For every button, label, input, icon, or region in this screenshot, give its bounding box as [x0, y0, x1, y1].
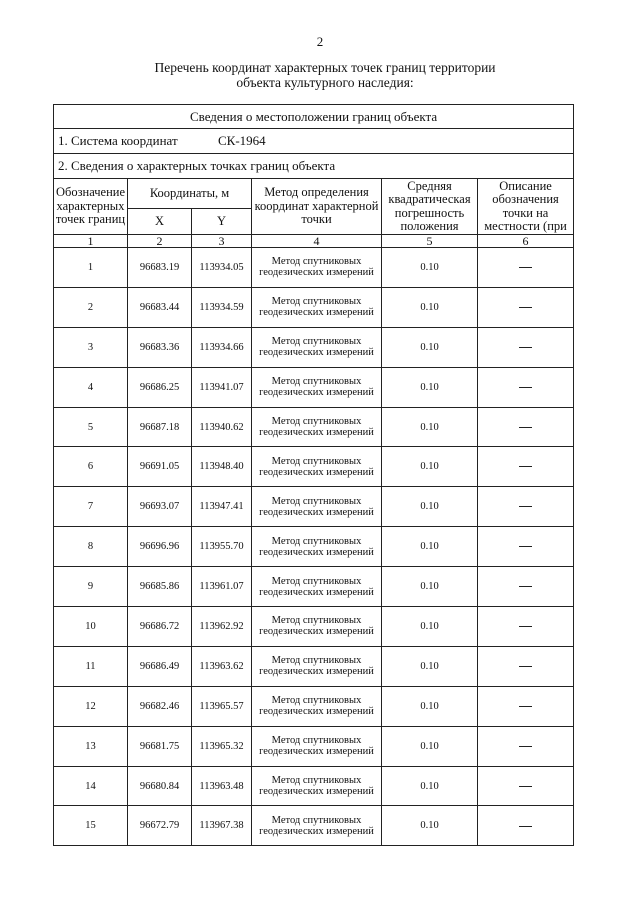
x-coordinate-cell: 96682.46 — [128, 686, 192, 726]
column-numbers-row — [54, 235, 574, 248]
section-header: Сведения о местоположении границ объекта — [54, 105, 574, 129]
x-coordinate-cell: 96672.79 — [128, 806, 192, 846]
description-cell — [478, 447, 574, 487]
method-cell: Метод спутниковых геодезических измерений — [252, 287, 382, 327]
column-number: 6 — [478, 235, 574, 248]
point-number-cell: 12 — [54, 686, 128, 726]
x-coordinate-cell: 96691.05 — [128, 447, 192, 487]
column-number: 2 — [128, 235, 192, 248]
method-cell: Метод спутниковых геодезических измерений — [252, 646, 382, 686]
column-header-designation: Обозначение характерных точек границ — [54, 179, 128, 235]
point-number-cell: 3 — [54, 327, 128, 367]
y-coordinate-cell: 113965.32 — [192, 726, 252, 766]
error-cell: 0.10 — [382, 806, 478, 846]
method-cell: Метод спутниковых геодезических измерений — [252, 686, 382, 726]
y-coordinate-cell: 113941.07 — [192, 367, 252, 407]
x-coordinate-cell: 96683.36 — [128, 327, 192, 367]
x-coordinate-cell: 96683.19 — [128, 248, 192, 288]
column-header-method: Метод определения координат характерной точки — [252, 179, 382, 235]
description-cell — [478, 527, 574, 567]
error-cell: 0.10 — [382, 447, 478, 487]
y-coordinate-cell: 113948.40 — [192, 447, 252, 487]
error-cell: 0.10 — [382, 327, 478, 367]
error-cell: 0.10 — [382, 527, 478, 567]
x-coordinate-cell: 96680.84 — [128, 766, 192, 806]
y-coordinate-cell: 113963.62 — [192, 646, 252, 686]
dash-mark — [519, 307, 532, 308]
y-coordinate-cell: 113955.70 — [192, 527, 252, 567]
dash-mark — [519, 347, 532, 348]
y-coordinate-cell: 113934.66 — [192, 327, 252, 367]
method-cell: Метод спутниковых геодезических измерений — [252, 806, 382, 846]
error-cell: 0.10 — [382, 407, 478, 447]
error-cell: 0.10 — [382, 367, 478, 407]
dash-mark — [519, 466, 532, 467]
page-number: 2 — [316, 34, 324, 49]
column-number: 5 — [382, 235, 478, 248]
column-number: 4 — [252, 235, 382, 248]
table-row — [54, 327, 574, 367]
x-coordinate-cell: 96683.44 — [128, 287, 192, 327]
table-row — [54, 367, 574, 407]
table-row — [54, 726, 574, 766]
y-coordinate-cell: 113965.57 — [192, 686, 252, 726]
error-cell: 0.10 — [382, 646, 478, 686]
description-cell — [478, 726, 574, 766]
description-cell — [478, 646, 574, 686]
table-row — [54, 686, 574, 726]
x-coordinate-cell: 96696.96 — [128, 527, 192, 567]
description-cell — [478, 248, 574, 288]
error-cell: 0.10 — [382, 248, 478, 288]
coordinates-table — [53, 104, 574, 846]
dash-mark — [519, 546, 532, 547]
coordinate-system-label: 1. Система координат — [58, 133, 178, 148]
method-cell: Метод спутниковых геодезических измерений — [252, 327, 382, 367]
method-cell: Метод спутниковых геодезических измерений — [252, 447, 382, 487]
coordinate-system-value: СК-1964 — [218, 133, 266, 148]
dash-mark — [519, 626, 532, 627]
dash-mark — [519, 666, 532, 667]
table-row — [54, 607, 574, 647]
dash-mark — [519, 586, 532, 587]
document-title — [120, 60, 530, 90]
error-cell: 0.10 — [382, 487, 478, 527]
y-coordinate-cell: 113962.92 — [192, 607, 252, 647]
y-coordinate-cell: 113947.41 — [192, 487, 252, 527]
point-number-cell: 7 — [54, 487, 128, 527]
column-header-description: Описание обозначения точки на местности (при — [478, 179, 574, 235]
point-number-cell: 13 — [54, 726, 128, 766]
method-cell: Метод спутниковых геодезических измерений — [252, 248, 382, 288]
point-number-cell: 15 — [54, 806, 128, 846]
method-cell: Метод спутниковых геодезических измерений — [252, 607, 382, 647]
point-number-cell: 6 — [54, 447, 128, 487]
description-cell — [478, 367, 574, 407]
table-row — [54, 407, 574, 447]
y-coordinate-cell: 113963.48 — [192, 766, 252, 806]
point-number-cell: 10 — [54, 607, 128, 647]
table-row — [54, 806, 574, 846]
column-header-y: Y — [192, 209, 252, 235]
error-cell: 0.10 — [382, 686, 478, 726]
y-coordinate-cell: 113940.62 — [192, 407, 252, 447]
point-number-cell: 11 — [54, 646, 128, 686]
coordinate-system-row — [54, 129, 574, 154]
method-cell: Метод спутниковых геодезических измерений — [252, 766, 382, 806]
document-title-line-1: Перечень координат характерных точек границ территории — [154, 60, 496, 75]
method-cell: Метод спутниковых геодезических измерений — [252, 407, 382, 447]
table-row — [54, 527, 574, 567]
description-cell — [478, 766, 574, 806]
dash-mark — [519, 786, 532, 787]
x-coordinate-cell: 96686.25 — [128, 367, 192, 407]
dash-mark — [519, 506, 532, 507]
error-cell: 0.10 — [382, 766, 478, 806]
description-cell — [478, 607, 574, 647]
y-coordinate-cell: 113967.38 — [192, 806, 252, 846]
method-cell: Метод спутниковых геодезических измерений — [252, 487, 382, 527]
x-coordinate-cell: 96681.75 — [128, 726, 192, 766]
x-coordinate-cell: 96686.72 — [128, 607, 192, 647]
description-cell — [478, 806, 574, 846]
dash-mark — [519, 267, 532, 268]
column-header-coordinates: Координаты, м — [128, 179, 252, 209]
point-number-cell: 8 — [54, 527, 128, 567]
error-cell: 0.10 — [382, 607, 478, 647]
document-title-line-2: объекта культурного наследия: — [236, 75, 414, 90]
error-cell: 0.10 — [382, 726, 478, 766]
description-cell — [478, 287, 574, 327]
point-number-cell: 2 — [54, 287, 128, 327]
description-cell — [478, 487, 574, 527]
point-number-cell: 14 — [54, 766, 128, 806]
points-section-header: 2. Сведения о характерных точках границ объекта — [54, 154, 574, 179]
method-cell: Метод спутниковых геодезических измерений — [252, 367, 382, 407]
column-header-error: Средняя квадратическая погрешность положения — [382, 179, 478, 235]
y-coordinate-cell: 113934.59 — [192, 287, 252, 327]
error-cell: 0.10 — [382, 287, 478, 327]
x-coordinate-cell: 96686.49 — [128, 646, 192, 686]
point-number-cell: 1 — [54, 248, 128, 288]
method-cell: Метод спутниковых геодезических измерений — [252, 567, 382, 607]
dash-mark — [519, 387, 532, 388]
column-header-x: X — [128, 209, 192, 235]
point-number-cell: 9 — [54, 567, 128, 607]
dash-mark — [519, 746, 532, 747]
point-number-cell: 5 — [54, 407, 128, 447]
description-cell — [478, 686, 574, 726]
error-cell: 0.10 — [382, 567, 478, 607]
table-row — [54, 248, 574, 288]
table-row — [54, 447, 574, 487]
x-coordinate-cell: 96685.86 — [128, 567, 192, 607]
description-cell — [478, 567, 574, 607]
description-cell — [478, 327, 574, 367]
table-row — [54, 287, 574, 327]
column-number: 3 — [192, 235, 252, 248]
dash-mark — [519, 826, 532, 827]
y-coordinate-cell: 113934.05 — [192, 248, 252, 288]
x-coordinate-cell: 96687.18 — [128, 407, 192, 447]
column-number: 1 — [54, 235, 128, 248]
table-row — [54, 567, 574, 607]
dash-mark — [519, 706, 532, 707]
y-coordinate-cell: 113961.07 — [192, 567, 252, 607]
table-row — [54, 487, 574, 527]
point-number-cell: 4 — [54, 367, 128, 407]
method-cell: Метод спутниковых геодезических измерений — [252, 726, 382, 766]
method-cell: Метод спутниковых геодезических измерений — [252, 527, 382, 567]
table-row — [54, 646, 574, 686]
dash-mark — [519, 427, 532, 428]
description-cell — [478, 407, 574, 447]
table-row — [54, 766, 574, 806]
x-coordinate-cell: 96693.07 — [128, 487, 192, 527]
